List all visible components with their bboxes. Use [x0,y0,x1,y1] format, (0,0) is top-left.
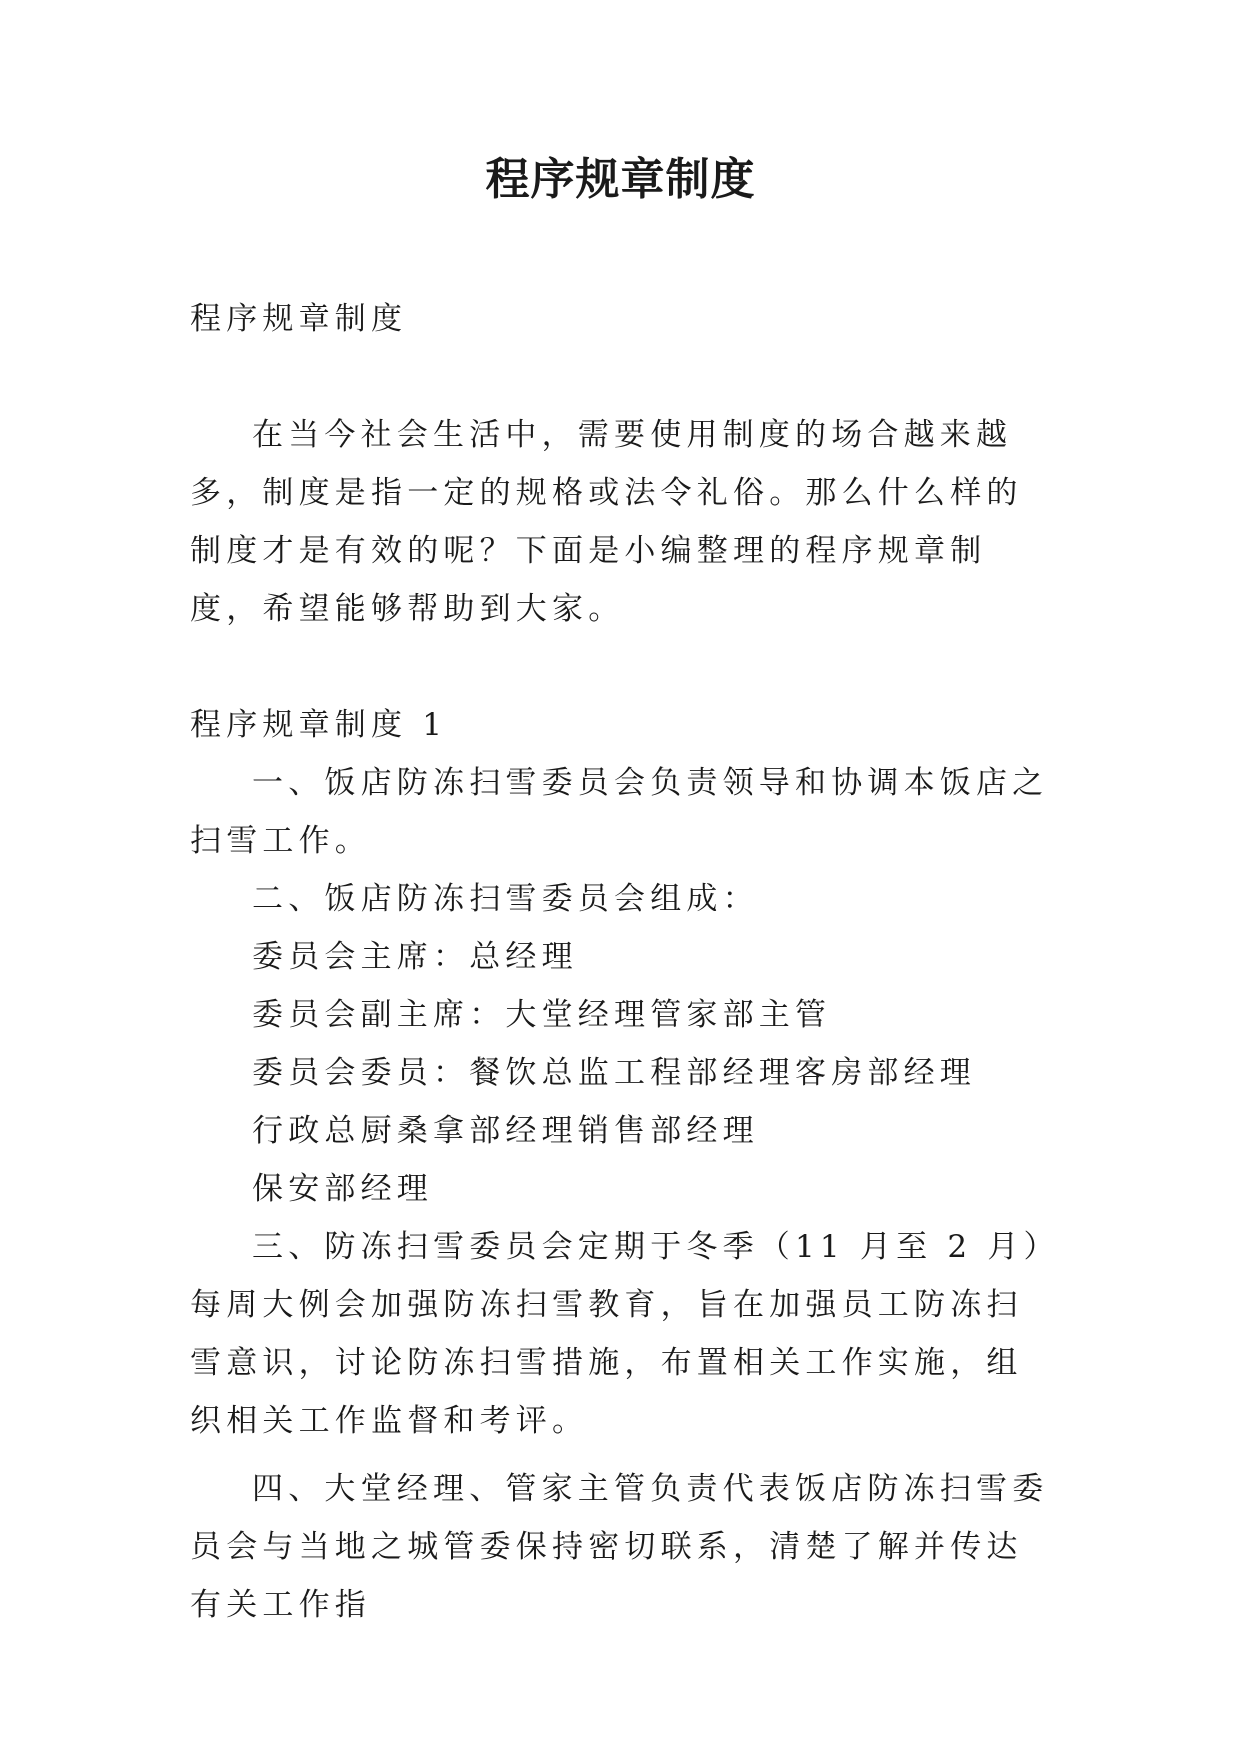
paragraph-item: 委员会副主席：大堂经理管家部主管 [252,997,832,1033]
paragraph-item: 行政总厨桑拿部经理销售部经理 [252,1113,759,1149]
paragraph-item: 保安部经理 [252,1171,433,1207]
paragraph-item: 委员会主席：总经理 [252,939,578,975]
section-heading: 程序规章制度 1 [190,707,448,743]
intro-paragraph: 在当今社会生活中，需要使用制度的场合越来越多，制度是指一定的规格或法令礼俗。那么什么样的制度才是有效的呢？下面是小编整理的程序规章制度，希望能够帮助到大家。 [190,417,1023,627]
paragraph-item: 一、饭店防冻扫雪委员会负责领导和协调本饭店之扫雪工作。 [190,765,1049,859]
paragraph-item: 二、饭店防冻扫雪委员会组成： [252,881,759,917]
paragraph-item: 四、大堂经理、管家主管负责代表饭店防冻扫雪委员会与当地之城管委保持密切联系，清楚了解并传达有关工作指 [190,1471,1049,1623]
paragraph-item: 三、防冻扫雪委员会定期于冬季（11 月至 2 月）每周大例会加强防冻扫雪教育，旨在加强员工防冻扫雪意识，讨论防冻扫雪措施，布置相关工作实施，组织相关工作监督和考评。 [190,1229,1045,1439]
page-title: 程序规章制度 [485,154,756,205]
document-subtitle: 程序规章制度 [190,301,408,337]
paragraph-item: 委员会委员：餐饮总监工程部经理客房部经理 [252,1055,976,1091]
document-body [190,290,1050,1634]
